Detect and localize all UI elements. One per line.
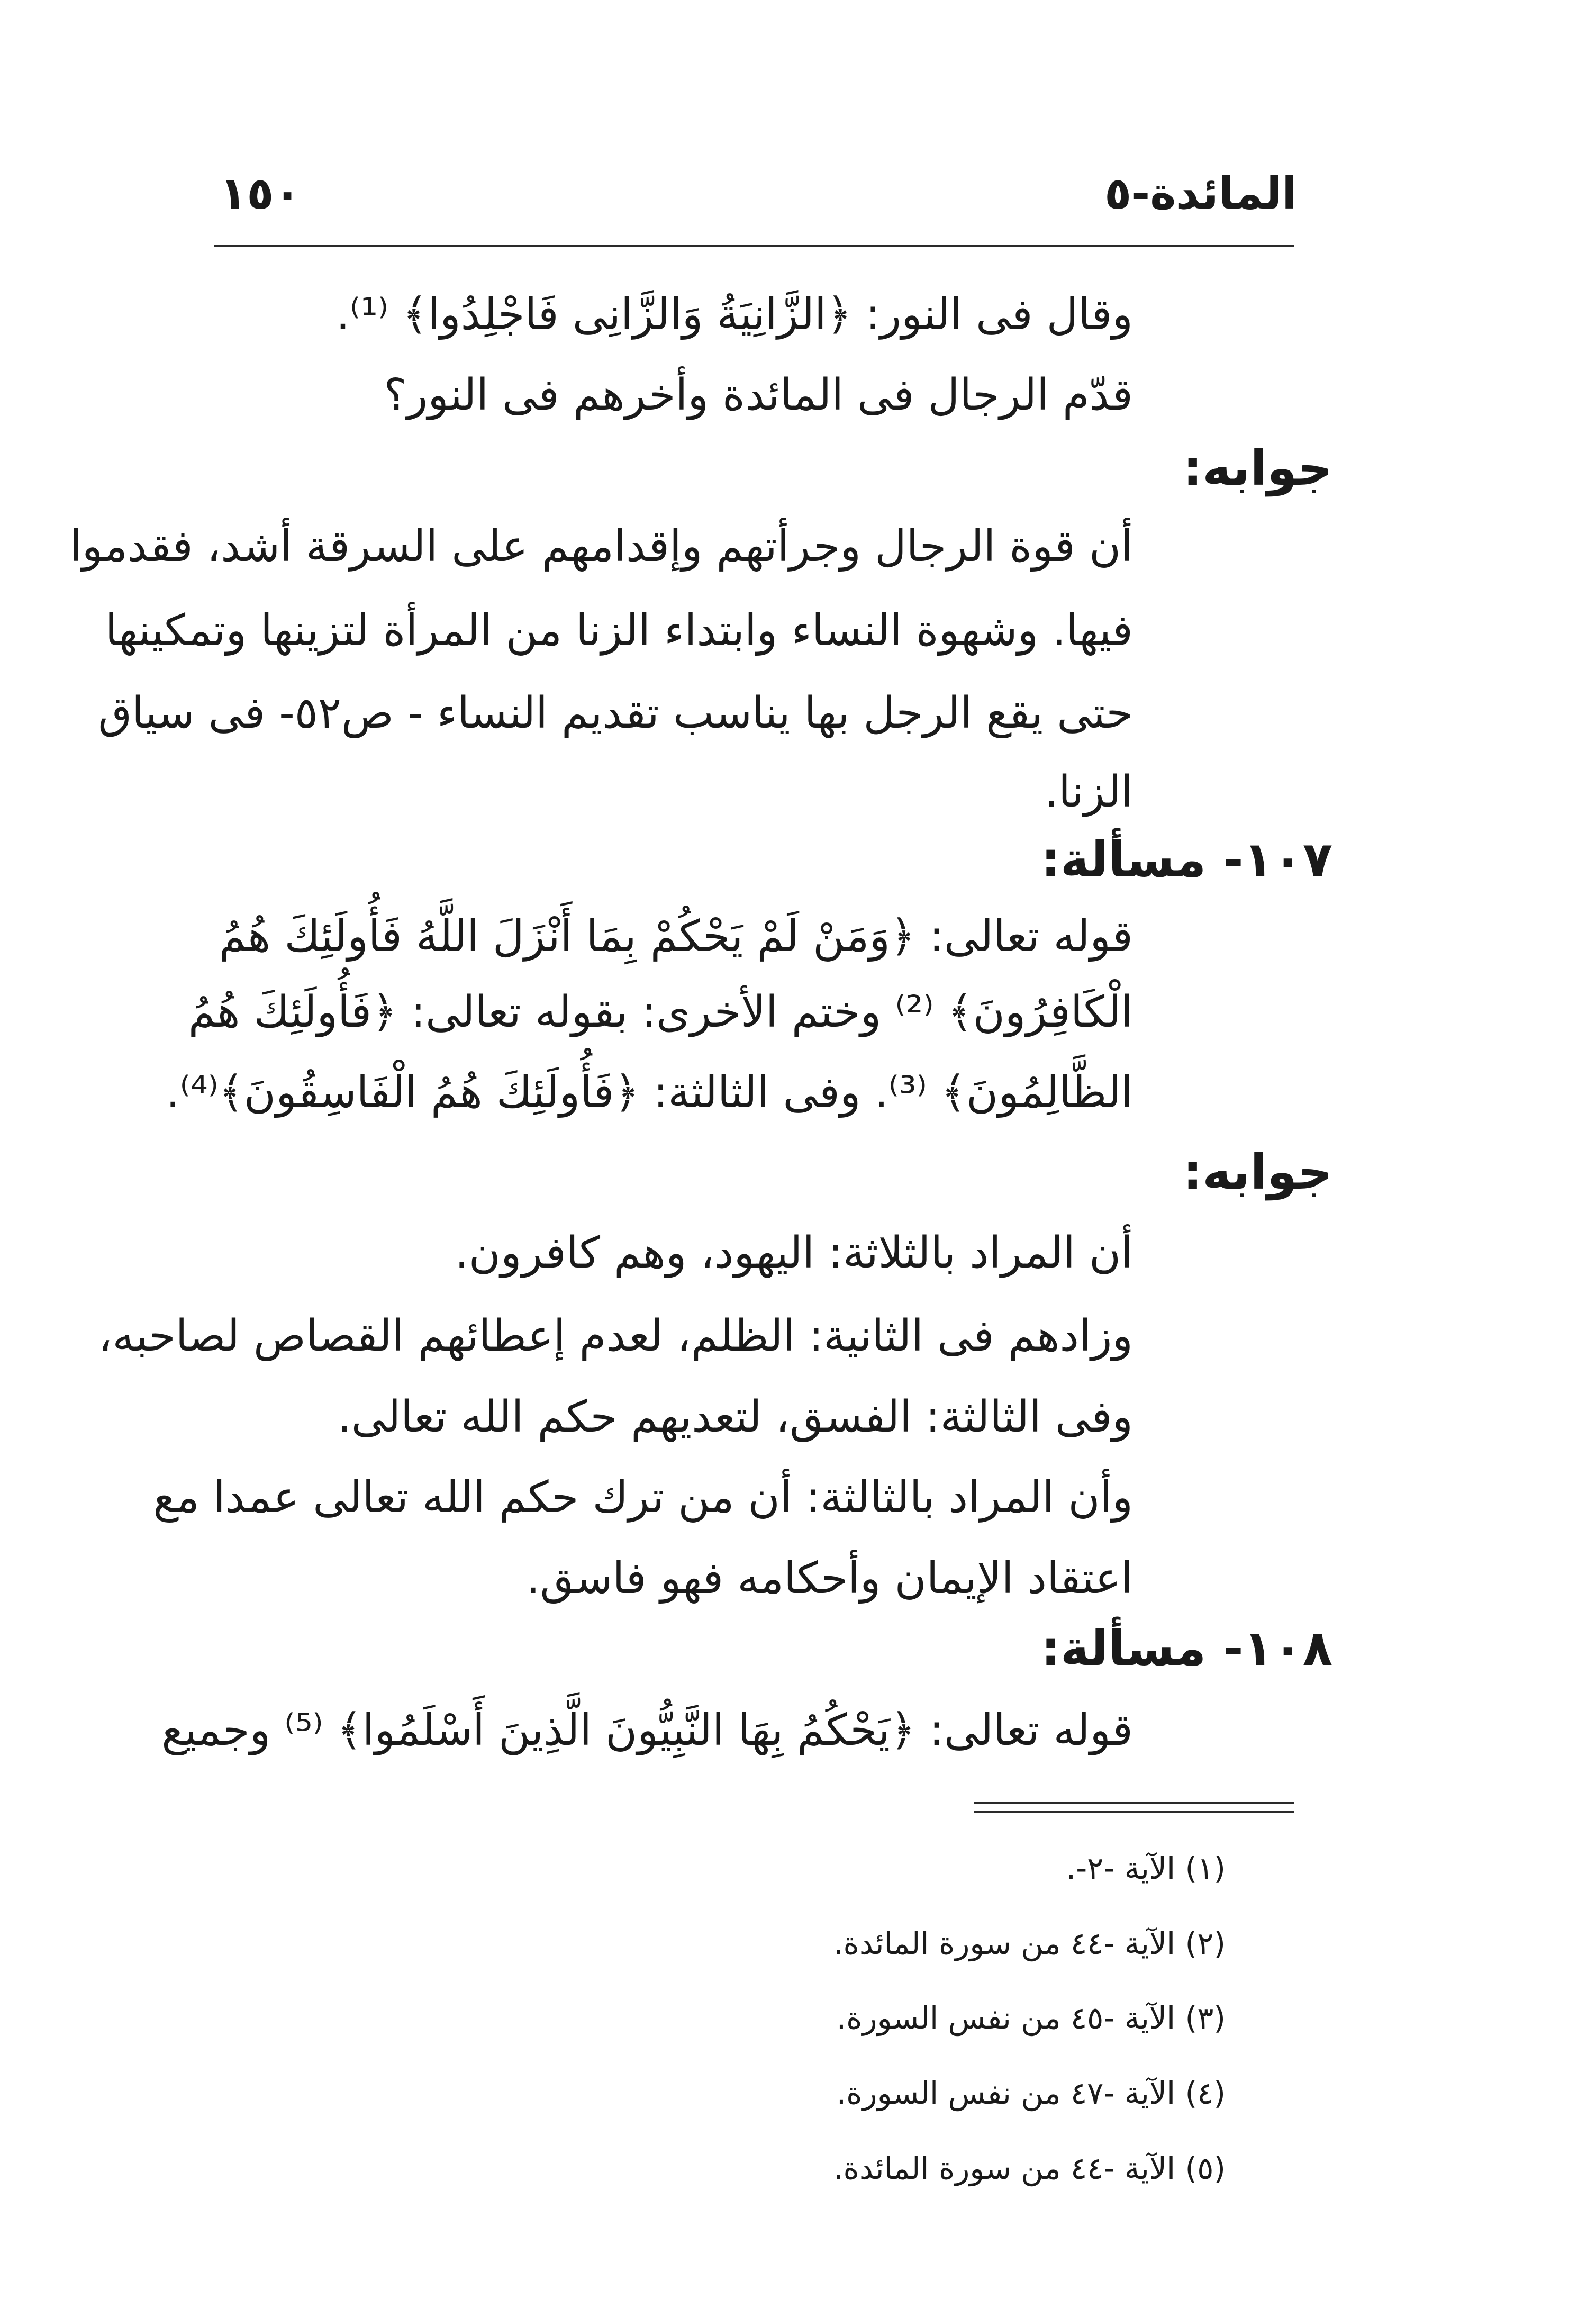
footnote-2: (٢) الآية -٤٤ من سورة المائدة. bbox=[833, 1925, 1226, 1961]
body-line-3: أن قوة الرجال وجرأتهم وإقدامهم على السرقة أشد، فقدموا bbox=[69, 521, 1133, 572]
body-line-1: وقال فى النور: ﴿الزَّانِيَةُ وَالزَّانِى فَاجْلِدُوا﴾ ⁽¹⁾. bbox=[335, 289, 1133, 340]
answer-heading-1: جوابه: bbox=[1183, 440, 1332, 496]
footnote-4: (٤) الآية -٤٧ من نفس السورة. bbox=[836, 2075, 1226, 2111]
footnote-3: (٣) الآية -٤٥ من نفس السورة. bbox=[836, 2000, 1226, 2036]
body-line-11: وزادهم فى الثانية: الظلم، لعدم إعطائهم القصاص لصاحبه، bbox=[98, 1311, 1133, 1361]
question-heading-108: ١٠٨- مسألة: bbox=[1041, 1620, 1332, 1677]
question-heading-107: ١٠٧- مسألة: bbox=[1041, 831, 1332, 888]
footnote-5: (٥) الآية -٤٤ من سورة المائدة. bbox=[833, 2150, 1226, 2186]
body-line-15: قوله تعالى: ﴿يَحْكُمُ بِهَا النَّبِيُّونَ الَّذِينَ أَسْلَمُوا﴾ ⁽⁵⁾ وجميع bbox=[161, 1705, 1133, 1755]
body-line-14: اعتقاد الإيمان وأحكامه فهو فاسق. bbox=[526, 1553, 1133, 1604]
body-line-5: حتى يقع الرجل بها يناسب تقديم النساء - ص٥٢- فى سياق bbox=[98, 688, 1133, 738]
footnote-rule bbox=[974, 1802, 1294, 1804]
body-line-12: وفى الثالثة: الفسق، لتعديهم حكم الله تعالى. bbox=[337, 1392, 1133, 1442]
body-line-2: قدّم الرجال فى المائدة وأخرهم فى النور؟ bbox=[384, 370, 1133, 420]
footnote-rule-secondary bbox=[974, 1811, 1294, 1813]
body-line-7: قوله تعالى: ﴿وَمَنْ لَمْ يَحْكُمْ بِمَا أَنْزَلَ اللَّهُ فَأُولَئِكَ هُمُ bbox=[219, 911, 1133, 962]
body-line-10: أن المراد بالثلاثة: اليهود، وهم كافرون. bbox=[455, 1228, 1133, 1278]
body-line-9: الظَّالِمُونَ﴾ ⁽³⁾. وفى الثالثة: ﴿فَأُولَئِكَ هُمُ الْفَاسِقُونَ﴾⁽⁴⁾. bbox=[166, 1067, 1133, 1118]
body-line-13: وأن المراد بالثالثة: أن من ترك حكم الله تعالى عمدا مع bbox=[153, 1472, 1133, 1523]
body-line-4: فيها. وشهوة النساء وابتداء الزنا من المرأة لتزينها وتمكينها bbox=[105, 605, 1133, 656]
body-line-8: الْكَافِرُونَ﴾ ⁽²⁾ وختم الأخرى: بقوله تعالى: ﴿فَأُولَئِكَ هُمُ bbox=[188, 987, 1133, 1037]
footnote-1: (١) الآية -٢-. bbox=[1066, 1850, 1226, 1886]
running-title: المائدة-٥ bbox=[1104, 167, 1297, 219]
header-rule bbox=[214, 245, 1294, 247]
answer-heading-2: جوابه: bbox=[1183, 1144, 1332, 1200]
body-line-6: الزنا. bbox=[1045, 767, 1133, 817]
page-number: ١٥٠ bbox=[220, 167, 301, 219]
